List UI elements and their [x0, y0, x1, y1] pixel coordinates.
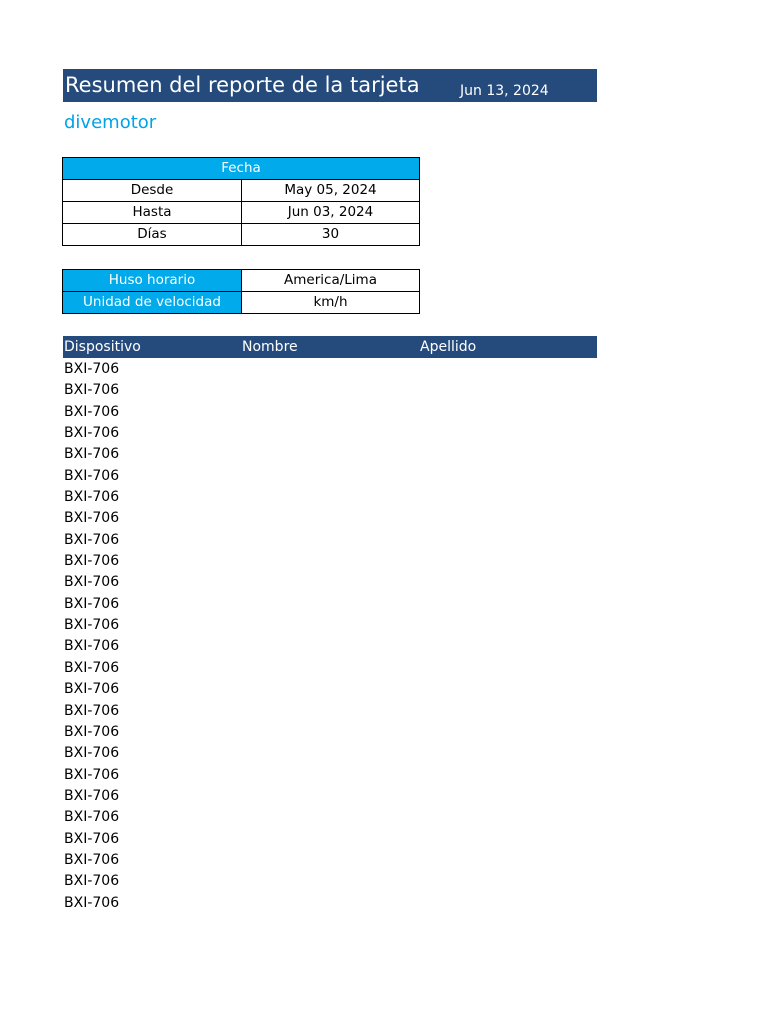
column-header-last-name: Apellido [420, 339, 477, 355]
table-row [63, 292, 420, 314]
from-value: May 05, 2024 [242, 180, 420, 202]
list-item: BXI-706 [64, 617, 120, 634]
date-table-header: Fecha [63, 158, 420, 180]
list-item: BXI-706 [64, 830, 120, 847]
days-value: 30 [242, 224, 420, 246]
company-name: divemotor [64, 112, 157, 133]
to-value: Jun 03, 2024 [242, 202, 420, 224]
report-title-bar [63, 69, 597, 102]
speed-unit-label: Unidad de velocidad [63, 292, 242, 314]
list-item: BXI-706 [64, 382, 120, 399]
list-item: BXI-706 [64, 489, 120, 506]
list-item: BXI-706 [64, 766, 120, 783]
device-list [64, 359, 119, 914]
to-label: Hasta [63, 202, 242, 224]
report-date: Jun 13, 2024 [460, 83, 549, 99]
list-item: BXI-706 [64, 809, 120, 826]
list-item: BXI-706 [64, 361, 120, 377]
column-header-device: Dispositivo [64, 339, 141, 355]
speed-unit-value: km/h [242, 292, 420, 314]
table-row [63, 202, 420, 224]
device-list-header [63, 336, 597, 358]
list-item: BXI-706 [64, 681, 120, 698]
list-item: BXI-706 [64, 702, 120, 719]
settings-table [62, 269, 420, 314]
from-label: Desde [63, 180, 242, 202]
list-item: BXI-706 [64, 894, 120, 911]
report-title: Resumen del reporte de la tarjeta [65, 73, 420, 97]
list-item: BXI-706 [64, 574, 120, 591]
list-item: BXI-706 [64, 745, 120, 762]
list-item: BXI-706 [64, 531, 120, 548]
days-label: Días [63, 224, 242, 246]
list-item: BXI-706 [64, 446, 120, 463]
list-item: BXI-706 [64, 595, 120, 612]
list-item: BXI-706 [64, 787, 120, 804]
list-item: BXI-706 [64, 467, 120, 484]
column-header-first-name: Nombre [242, 339, 298, 355]
list-item: BXI-706 [64, 873, 120, 890]
list-item: BXI-706 [64, 638, 120, 655]
timezone-value: America/Lima [242, 270, 420, 292]
list-item: BXI-706 [64, 425, 120, 442]
list-item: BXI-706 [64, 403, 120, 420]
table-row [63, 224, 420, 246]
timezone-label: Huso horario [63, 270, 242, 292]
list-item: BXI-706 [64, 723, 120, 740]
table-row [63, 270, 420, 292]
list-item: BXI-706 [64, 553, 120, 570]
date-range-table [62, 157, 420, 246]
list-item: BXI-706 [64, 659, 120, 676]
list-item: BXI-706 [64, 851, 120, 868]
table-row [63, 180, 420, 202]
list-item: BXI-706 [64, 510, 120, 527]
